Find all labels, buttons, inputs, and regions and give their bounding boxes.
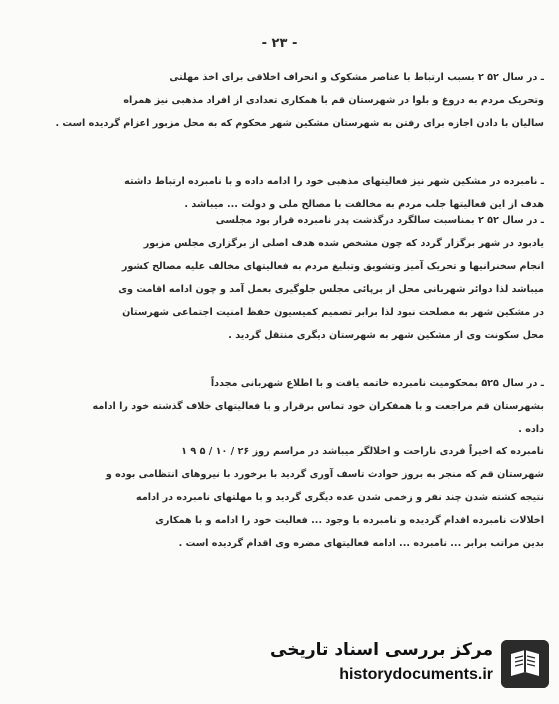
paragraph-1-line-2: وتحریک مردم به دروغ و بلوا در شهرستان قم با همکاری تعدادی از افراد مذهبی نیز همراه — [123, 95, 544, 106]
paragraph-1-line-3: سالیان با دادن اجازه برای رفتن به شهرستان مشکین شهر محکوم که به محل مزبور اعزام گردیده است . — [55, 118, 544, 129]
watermark-logo — [259, 634, 549, 694]
paragraph-3 — [28, 209, 544, 347]
watermark-title: مرکز بررسی اسناد تاریخی — [270, 640, 493, 660]
paragraph-5-line-4: اخلالات نامبرده اقدام گردیده و نامبرده با وجود ... فعالیت خود را ادامه و با همکاری — [155, 515, 544, 526]
paragraph-1 — [28, 66, 544, 135]
paragraph-3-line-3: انجام سخنرانیها و تحریک آمیز وتشویق وتبلیغ مردم به فعالیتهای مخالف علیه مصالح کشور — [121, 261, 544, 272]
book-logo-icon — [501, 640, 549, 688]
paragraph-4-line-2: بشهرستان قم مراجعت و با همفکران خود تماس برقرار و با فعالیتهای خلاف گذشته خود را ادامه — [92, 401, 544, 412]
paragraph-5-line-2: شهرستان قم که منجر به بروز حوادث تاسف آوری گردید با برخورد با نیروهای انتظامی بوده و — [105, 469, 544, 480]
paragraph-3-line-4: میباشد لذا دوائر شهربانی محل از برپائی مجلس جلوگیری بعمل آمد و چون ادامه اقامت وی — [118, 284, 544, 295]
paragraph-3-line-1: ـ در سال ۵۲ ۲ بمناسبت سالگرد درگذشت پدر نامبرده قرار بود مجلسی — [215, 215, 544, 226]
watermark-url: historydocuments.ir — [339, 666, 493, 683]
paragraph-2-line-2: هدف از این فعالیتها جلب مردم به مخالفت با مصالح ملی و دولت ... میباشد . — [184, 199, 544, 210]
paragraph-5-line-5: بدین مراتب برابر ... نامبرده ... ادامه فعالیتهای مضره وی اقدام گردیده است . — [178, 538, 544, 549]
paragraph-5 — [28, 440, 544, 555]
paragraph-5-line-3: نتیجه کشته شدن چند نفر و زخمی شدن عده دیگری گردید و با مهلتهای نامبرده در ادامه — [136, 492, 544, 503]
paragraph-1-line-1: ـ در سال ۵۲ ۲ بسبب ارتباط با عناصر مشکوک و انحراف اخلاقی برای اخذ مهلتی — [169, 72, 544, 83]
page-number: - ۲۳ - — [261, 36, 298, 51]
paragraph-4-line-1: ـ در سال ۵۲۵ بمحکومیت نامبرده خاتمه یافت و با اطلاع شهربانی مجدداً — [210, 378, 544, 389]
paragraph-3-line-2: یادبود در شهر برگزار گردد که چون مشخص شده هدف اصلی از برگزاری مجلس مزبور — [143, 238, 544, 249]
paragraph-4 — [28, 372, 544, 441]
paragraph-4-line-3: داده . — [518, 424, 544, 435]
paragraph-3-line-6: محل سکونت وی از مشکین شهر به شهرستان دیگری منتقل گردید . — [228, 330, 544, 341]
paragraph-3-line-5: در مشکین شهر به مصلحت نبود لذا برابر تصمیم کمیسیون حفظ امنیت اجتماعی شهرستان — [122, 307, 544, 318]
paragraph-5-line-1: نامبرده که اخیراً فردی ناراحت و اخلالگر میباشد در مراسم روز ۲۶ / ۱۰ / ۵ ۹ ۱ — [181, 446, 544, 457]
paragraph-2-line-1: ـ نامبرده در مشکین شهر نیز فعالیتهای مذهبی خود را ادامه داده و با نامبرده ارتباط داشته — [124, 176, 544, 187]
